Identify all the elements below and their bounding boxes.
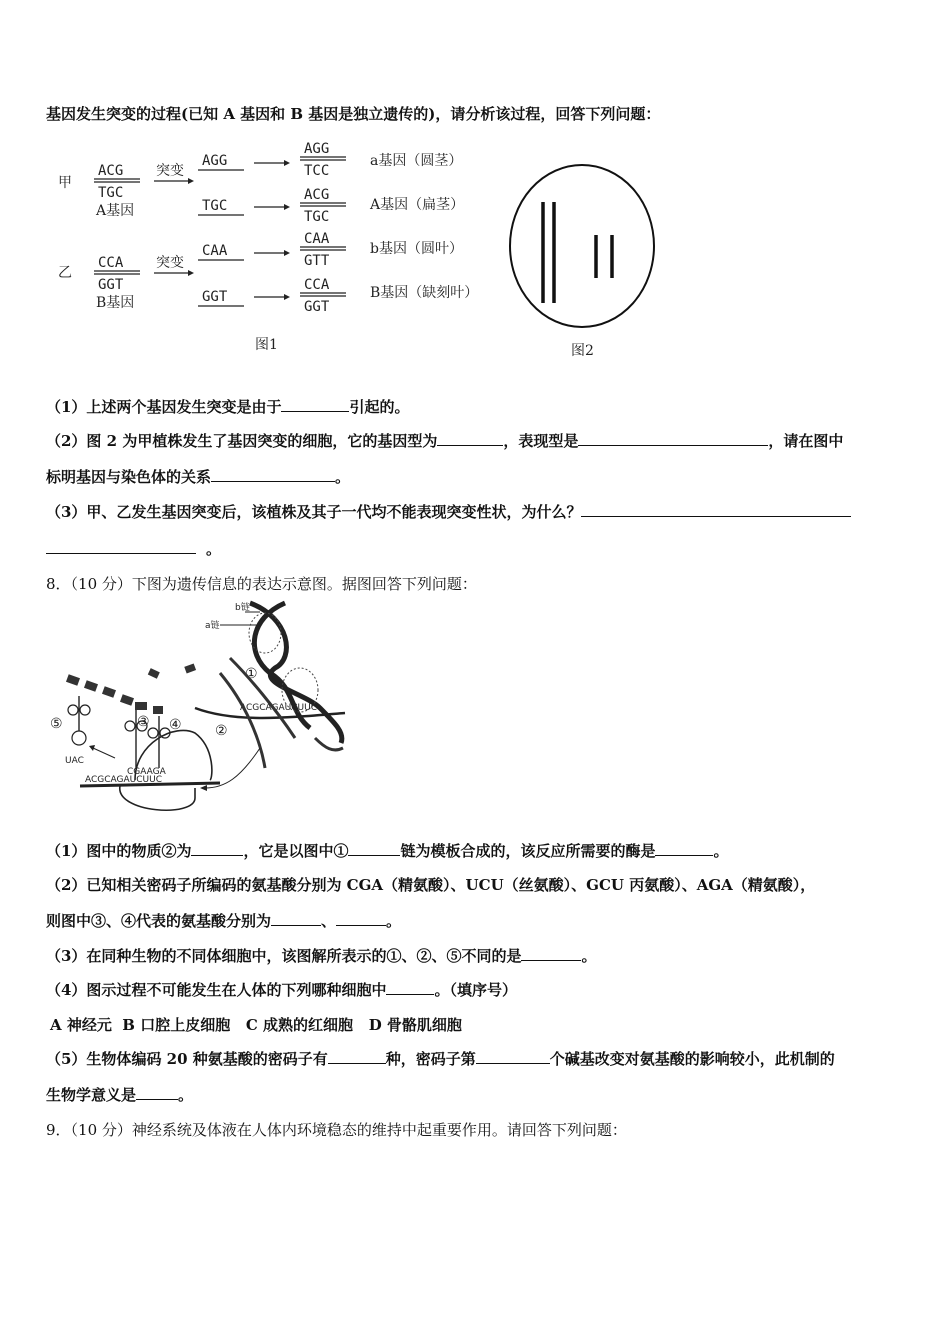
q8-4: （4）图示过程不可能发生在人体的下列哪种细胞中 。（填序号）	[46, 981, 517, 999]
jia-mutant-1: AGG	[202, 153, 228, 169]
q8-1-chain-blank[interactable]	[348, 841, 400, 856]
q7-3: （3）甲、乙发生基因突变后，该植株及其子一代均不能表现突变性状，为什么？	[46, 501, 851, 522]
jia-top-strand: ACG	[98, 163, 124, 179]
q8-3: （3）在同种生物的不同体细胞中，该图解所表示的①、②、⑤不同的是 。	[46, 947, 597, 965]
q8-1: （1）图中的物质②为 ，它是以图中① 链为模板合成的，该反应所需要的酶是 。	[46, 842, 729, 860]
yi-product-1-bottom: GTT	[304, 253, 330, 269]
q8-1-substance-blank[interactable]	[191, 841, 243, 856]
codon-sequence: CGAAGA	[127, 767, 166, 777]
jia-mutant-2: TGC	[202, 198, 228, 214]
yi-gene-label: B基因	[96, 295, 135, 311]
yi-mutant-2: GGT	[202, 289, 228, 305]
yi-product-2-label: B基因（缺刻叶）	[370, 285, 479, 301]
yi-product-1-label: b基因（圆叶）	[370, 241, 463, 257]
circle-4: ④	[169, 717, 182, 733]
q8-4-options: A 神经元 B 口腔上皮细胞 C 成熟的红细胞 D 骨骼肌细胞	[50, 1016, 462, 1034]
figure-2-cell	[505, 160, 660, 365]
q8-2-blank-3[interactable]	[271, 911, 321, 926]
yi-mutant-1: CAA	[202, 243, 228, 259]
intro-text: 基因发生突变的过程(已知 A 基因和 B 基因是独立遗传的)，请分析该过程，回答下列问题：	[46, 105, 661, 123]
jia-gene-label: A基因	[96, 203, 135, 219]
q7-2: （2）图 2 为甲植株发生了基因突变的细胞，它的基因型为 ，表现型是 ，请在图中	[46, 432, 844, 450]
q8-1-enzyme-blank[interactable]	[655, 841, 713, 856]
circle-1: ①	[245, 666, 258, 682]
trna-4	[148, 716, 170, 768]
jia-mutation-label: 突变	[156, 163, 184, 179]
jia-bottom-strand: TGC	[98, 185, 124, 201]
q8-header: 8．（10 分）下图为遗传信息的表达示意图。据图回答下列问题：	[46, 575, 477, 593]
jia-product-2-label: A基因（扁茎）	[370, 197, 465, 213]
q8-3-blank[interactable]	[521, 946, 581, 961]
jia-product-1-label: a基因（圆茎）	[370, 153, 463, 169]
q7-2-cont: 标明基因与染色体的关系 。	[46, 468, 351, 486]
q8-2-cont: 则图中③、④代表的氨基酸分别为 、 。	[46, 912, 402, 930]
yi-top-strand: CCA	[98, 255, 124, 271]
q8-5: （5）生物体编码 20 种氨基酸的密码子有 种，密码子第 个碱基改变对氨基酸的影响较小，此机制的	[46, 1050, 835, 1068]
yi-product-2-top: CCA	[304, 277, 330, 293]
q8-2-blank-4[interactable]	[336, 911, 386, 926]
q7-1: （1）上述两个基因发生突变是由于 引起的。	[46, 398, 410, 416]
yi-bottom-strand: GGT	[98, 277, 124, 293]
q7-2-genotype-blank[interactable]	[437, 431, 503, 446]
b-chain-label: b链	[235, 603, 250, 613]
row-yi-label: 乙	[58, 265, 72, 281]
jia-product-1-top: AGG	[304, 141, 330, 157]
figure-1-gene-mutation	[50, 135, 510, 360]
jia-product-2-bottom: TGC	[304, 209, 330, 225]
q8-5-cont: 生物学意义是 。	[46, 1086, 194, 1104]
q7-2-relation-blank[interactable]	[211, 467, 335, 482]
yi-mutation-label: 突变	[156, 255, 184, 271]
circle-2: ②	[215, 723, 228, 739]
q7-3-blank[interactable]	[581, 502, 851, 517]
q8-5-count-blank[interactable]	[328, 1049, 386, 1064]
circle-3: ③	[137, 714, 150, 730]
figure-gene-expression	[45, 598, 350, 823]
q9-header: 9．（10 分）神经系统及体液在人体内环境稳态的维持中起重要作用。请回答下列问题：	[46, 1121, 627, 1139]
q7-2-phenotype-blank[interactable]	[578, 431, 768, 446]
q7-1-blank[interactable]	[281, 397, 349, 412]
q8-5-significance-blank[interactable]	[136, 1085, 178, 1100]
yi-product-1-top: CAA	[304, 231, 330, 247]
figure-1-caption: 图1	[255, 337, 278, 353]
anticodon-5: UAC	[65, 756, 84, 766]
jia-product-2-top: ACG	[304, 187, 330, 203]
row-jia-label: 甲	[58, 175, 72, 191]
circle-5: ⑤	[50, 716, 63, 732]
q7-3-blank-cont[interactable]	[46, 539, 196, 554]
trna-5	[65, 696, 90, 766]
q8-2: （2）已知相关密码子所编码的氨基酸分别为 CGA（精氨酸）、UCU（丝氨酸）、GCU 丙氨酸）、AGA（精氨酸），	[46, 876, 816, 894]
mrna-near-dna: ACGCAGAUCUUC	[240, 703, 318, 713]
q7-3-cont: 。	[46, 538, 221, 559]
q8-4-blank[interactable]	[386, 980, 434, 995]
mrna-at-ribosome: ACGCAGAUCUUC	[85, 775, 163, 785]
yi-product-2-bottom: GGT	[304, 299, 330, 315]
a-chain-label: a链	[205, 621, 220, 631]
q8-5-position-blank[interactable]	[476, 1049, 550, 1064]
jia-product-1-bottom: TCC	[304, 163, 330, 179]
figure-2-caption: 图2	[571, 343, 594, 359]
